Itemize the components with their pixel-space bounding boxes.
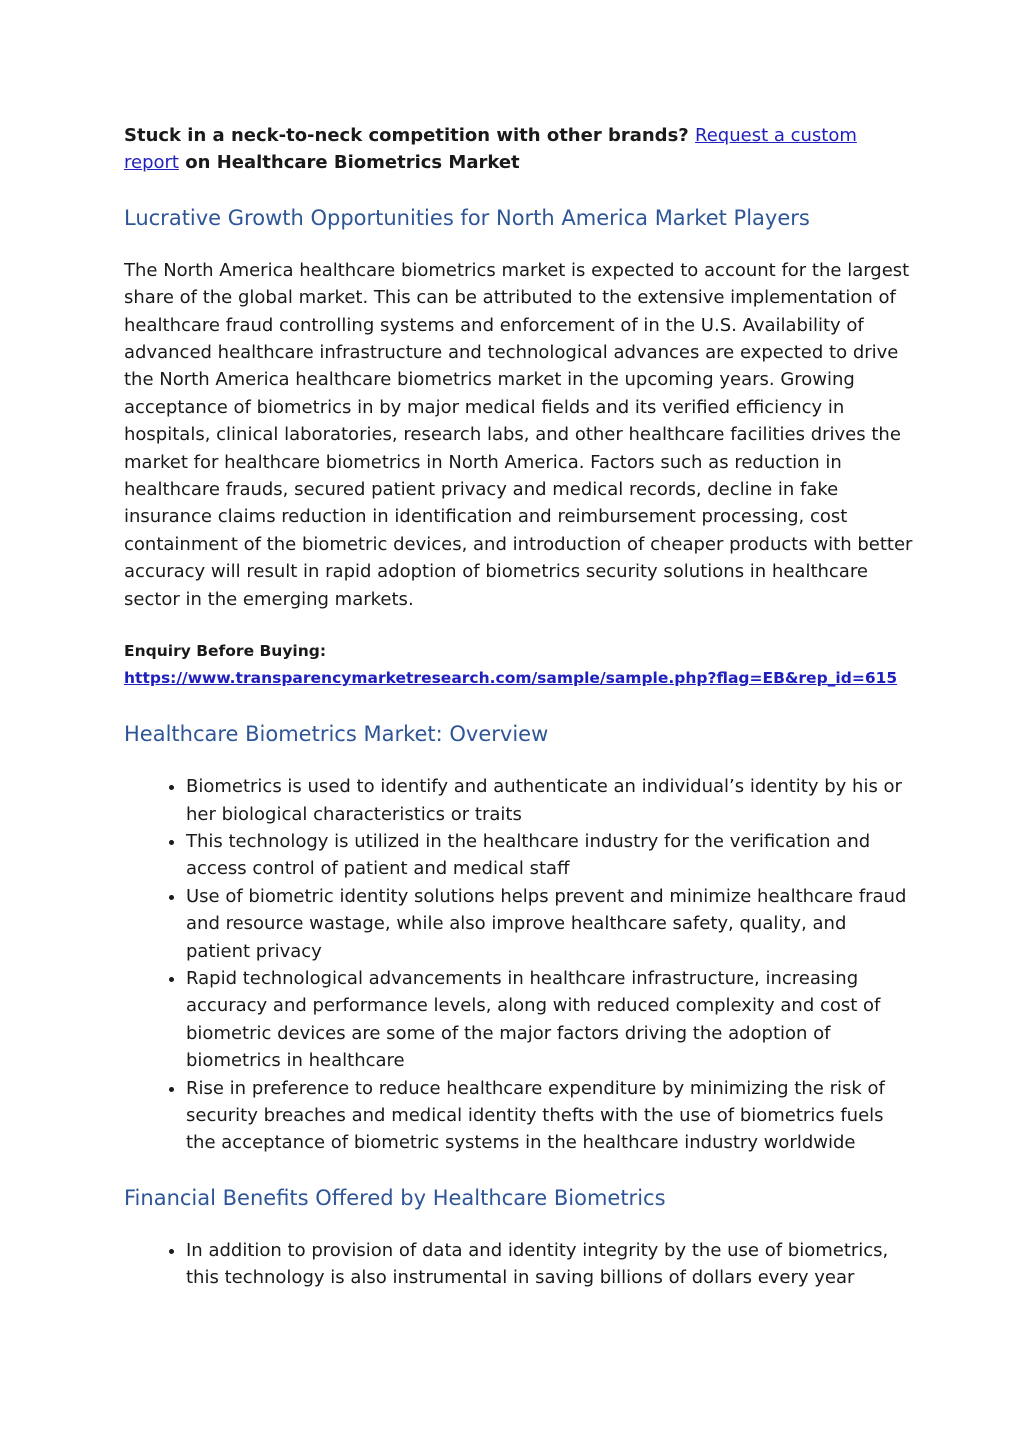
list-item: • This technology is utilized in the healthcare industry for the verification and access control of patient and medical staff: [186, 828, 914, 883]
enquiry-url-link[interactable]: https://www.transparencymarketresearch.com/sample/sample.php?flag=EB&rep_id=615: [124, 669, 898, 688]
enquiry-label: Enquiry Before Buying:: [124, 642, 327, 661]
list-item: • Rapid technological advancements in healthcare infrastructure, increasing accuracy and performance levels, along with reduced complexity and cost of biometric devices are some of the major factors driving the adoption of biometrics in healthcare: [186, 965, 914, 1075]
list-item: • Rise in preference to reduce healthcare expenditure by minimizing the risk of security breaches and medical identity thefts with the use of biometrics fuels the acceptance of biometric systems in the healthcare industry worldwide: [186, 1075, 914, 1157]
financial-benefits-bullet-list: [124, 1237, 914, 1292]
callout-lead-text: Stuck in a neck-to-neck competition with other brands?: [124, 125, 689, 146]
callout-tail-text: on Healthcare Biometrics Market: [185, 152, 520, 174]
custom-report-callout: [124, 122, 914, 177]
list-item: • In addition to provision of data and identity integrity by the use of biometrics, this technology is also instrumental in saving billions of dollars every year: [186, 1237, 914, 1292]
north-america-paragraph: The North America healthcare biometrics market is expected to account for the largest share of the global market. This can be attributed to the extensive implementation of healthcare fraud controlling systems and enforcement of in the U.S. Availability of advanced healthcare infrastructure and technological advances are expected to drive the North America healthcare biometrics market in the upcoming years. Growing acceptance of biometrics in by major medical fields and its verified efficiency in hospitals, clinical laboratories, research labs, and other healthcare facilities drives the market for healthcare biometrics in North America. Factors such as reduction in healthcare frauds, secured patient privacy and medical records, decline in fake insurance claims reduction in identification and reimbursement processing, cost containment of the biometric devices, and introduction of cheaper products with better accuracy will result in rapid adoption of biometrics security solutions in healthcare sector in the emerging markets.: [124, 259, 913, 610]
section-heading-financial-benefits: Financial Benefits Offered by Healthcare Biometrics: [124, 1185, 666, 1210]
list-item: • Use of biometric identity solutions helps prevent and minimize healthcare fraud and resource wastage, while also improve healthcare safety, quality, and patient privacy: [186, 883, 914, 965]
document-page: [124, 122, 914, 1319]
overview-bullet-list: [124, 773, 914, 1157]
list-item: • Biometrics is used to identify and authenticate an individual’s identity by his or her biological characteristics or traits: [186, 773, 914, 828]
section-heading-overview: Healthcare Biometrics Market: Overview: [124, 722, 549, 747]
enquiry-block: [124, 638, 914, 692]
section-heading-lucrative-growth: Lucrative Growth Opportunities for North America Market Players: [124, 205, 810, 230]
request-custom-report-link[interactable]: Request a custom report: [124, 125, 857, 174]
